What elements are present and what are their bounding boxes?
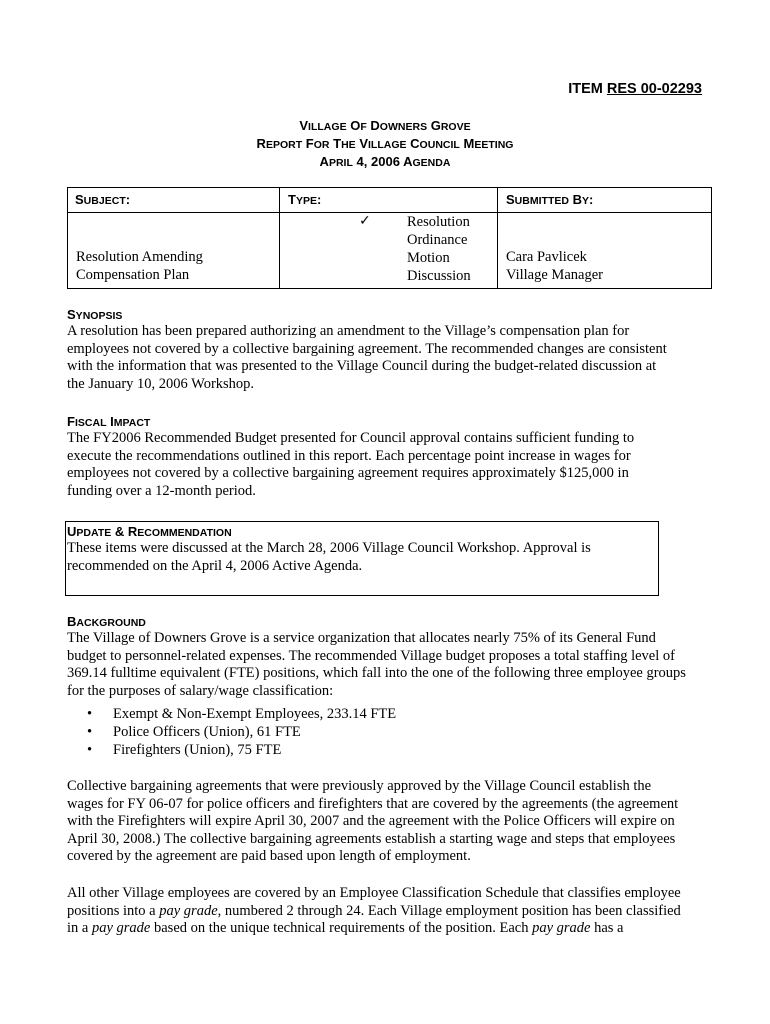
type-option: Ordinance: [407, 232, 468, 248]
report-title-date: APRIL 4, 2006 AGENDA: [319, 154, 451, 169]
submitted-by-label: SUBMITTED BY:: [506, 192, 594, 207]
classification-paragraph: All other Village employees are covered by an Employee Classification Schedule that classifies employee positions into a pay grade, numbered 2 through 24. Each Village employment position has been classified in a pay grade based on the unique technical requirements of the position. Each pay grade has a: [67, 885, 681, 937]
subject-table: [67, 187, 712, 289]
report-title-meeting: REPORT FOR THE VILLAGE COUNCIL MEETING: [256, 136, 514, 151]
item-number: ITEM RES 00-02293: [568, 81, 702, 97]
update-text: These items were discussed at the March 28, 2006 Village Council Workshop. Approval is recommended on the April 4, 2006 Active Agenda.: [67, 540, 591, 574]
list-item: • Exempt & Non-Exempt Employees, 233.14 FTE: [87, 706, 397, 722]
background-text: The Village of Downers Grove is a service organization that allocates nearly 75% of its General Fund budget to personnel-related expenses. The recommended Village budget proposes a total staffing level of 369.14 fulltime equivalent (FTE) positions, which fall into the one of the following three employee groups for the purposes of salary/wage classification:: [67, 630, 686, 699]
update-heading: UPDATE & RECOMMENDATION: [67, 524, 232, 539]
fiscal-impact-heading: FISCAL IMPACT: [67, 414, 151, 429]
fiscal-impact-text: The FY2006 Recommended Budget presented for Council approval contains sufficient funding to execute the recommendations outlined in this report. Each percentage point increase in wages for employees not covered by a collective bargaining agreement requires approximately $125,000 in funding over a 12-month period.: [67, 430, 635, 499]
report-title-village: VILLAGE OF DOWNERS GROVE: [299, 118, 471, 133]
type-label: TYPE:: [288, 192, 322, 207]
list-item: • Firefighters (Union), 75 FTE: [87, 742, 282, 758]
list-item: • Police Officers (Union), 61 FTE: [87, 724, 301, 740]
employee-groups-list: [87, 705, 396, 759]
checkmark-icon: ✓: [359, 213, 371, 229]
subject-value: Resolution Amending Compensation Plan: [76, 249, 203, 283]
type-option: Resolution: [407, 214, 470, 230]
type-options: [407, 213, 471, 285]
synopsis-text: A resolution has been prepared authorizing an amendment to the Village’s compensation plan for employees not covered by a collective bargaining agreement. The recommended changes are consistent with the information that was presented to the Village Council during the budget-related discussion at the January 10, 2006 Workshop.: [67, 323, 667, 392]
item-number-value: RES 00-02293: [606, 81, 702, 97]
background-heading: BACKGROUND: [67, 614, 146, 629]
submitted-by-value: Cara Pavlicek Village Manager: [506, 249, 603, 283]
type-option: Motion: [407, 250, 450, 266]
subject-label: SUBJECT:: [75, 192, 131, 207]
bargaining-paragraph: Collective bargaining agreements that were previously approved by the Village Council establish the wages for FY 06-07 for police officers and firefighters that are covered by the agreements (the agreement with the Firefighters will expire April 30, 2007 and the agreement with the Police Officers will expire on April 30, 2008.) The collective bargaining agreements establish a starting wage and steps that employees covered by the agreement are paid based upon length of employment.: [67, 778, 679, 865]
type-option: Discussion: [407, 268, 471, 284]
synopsis-heading: SYNOPSIS: [67, 307, 123, 322]
